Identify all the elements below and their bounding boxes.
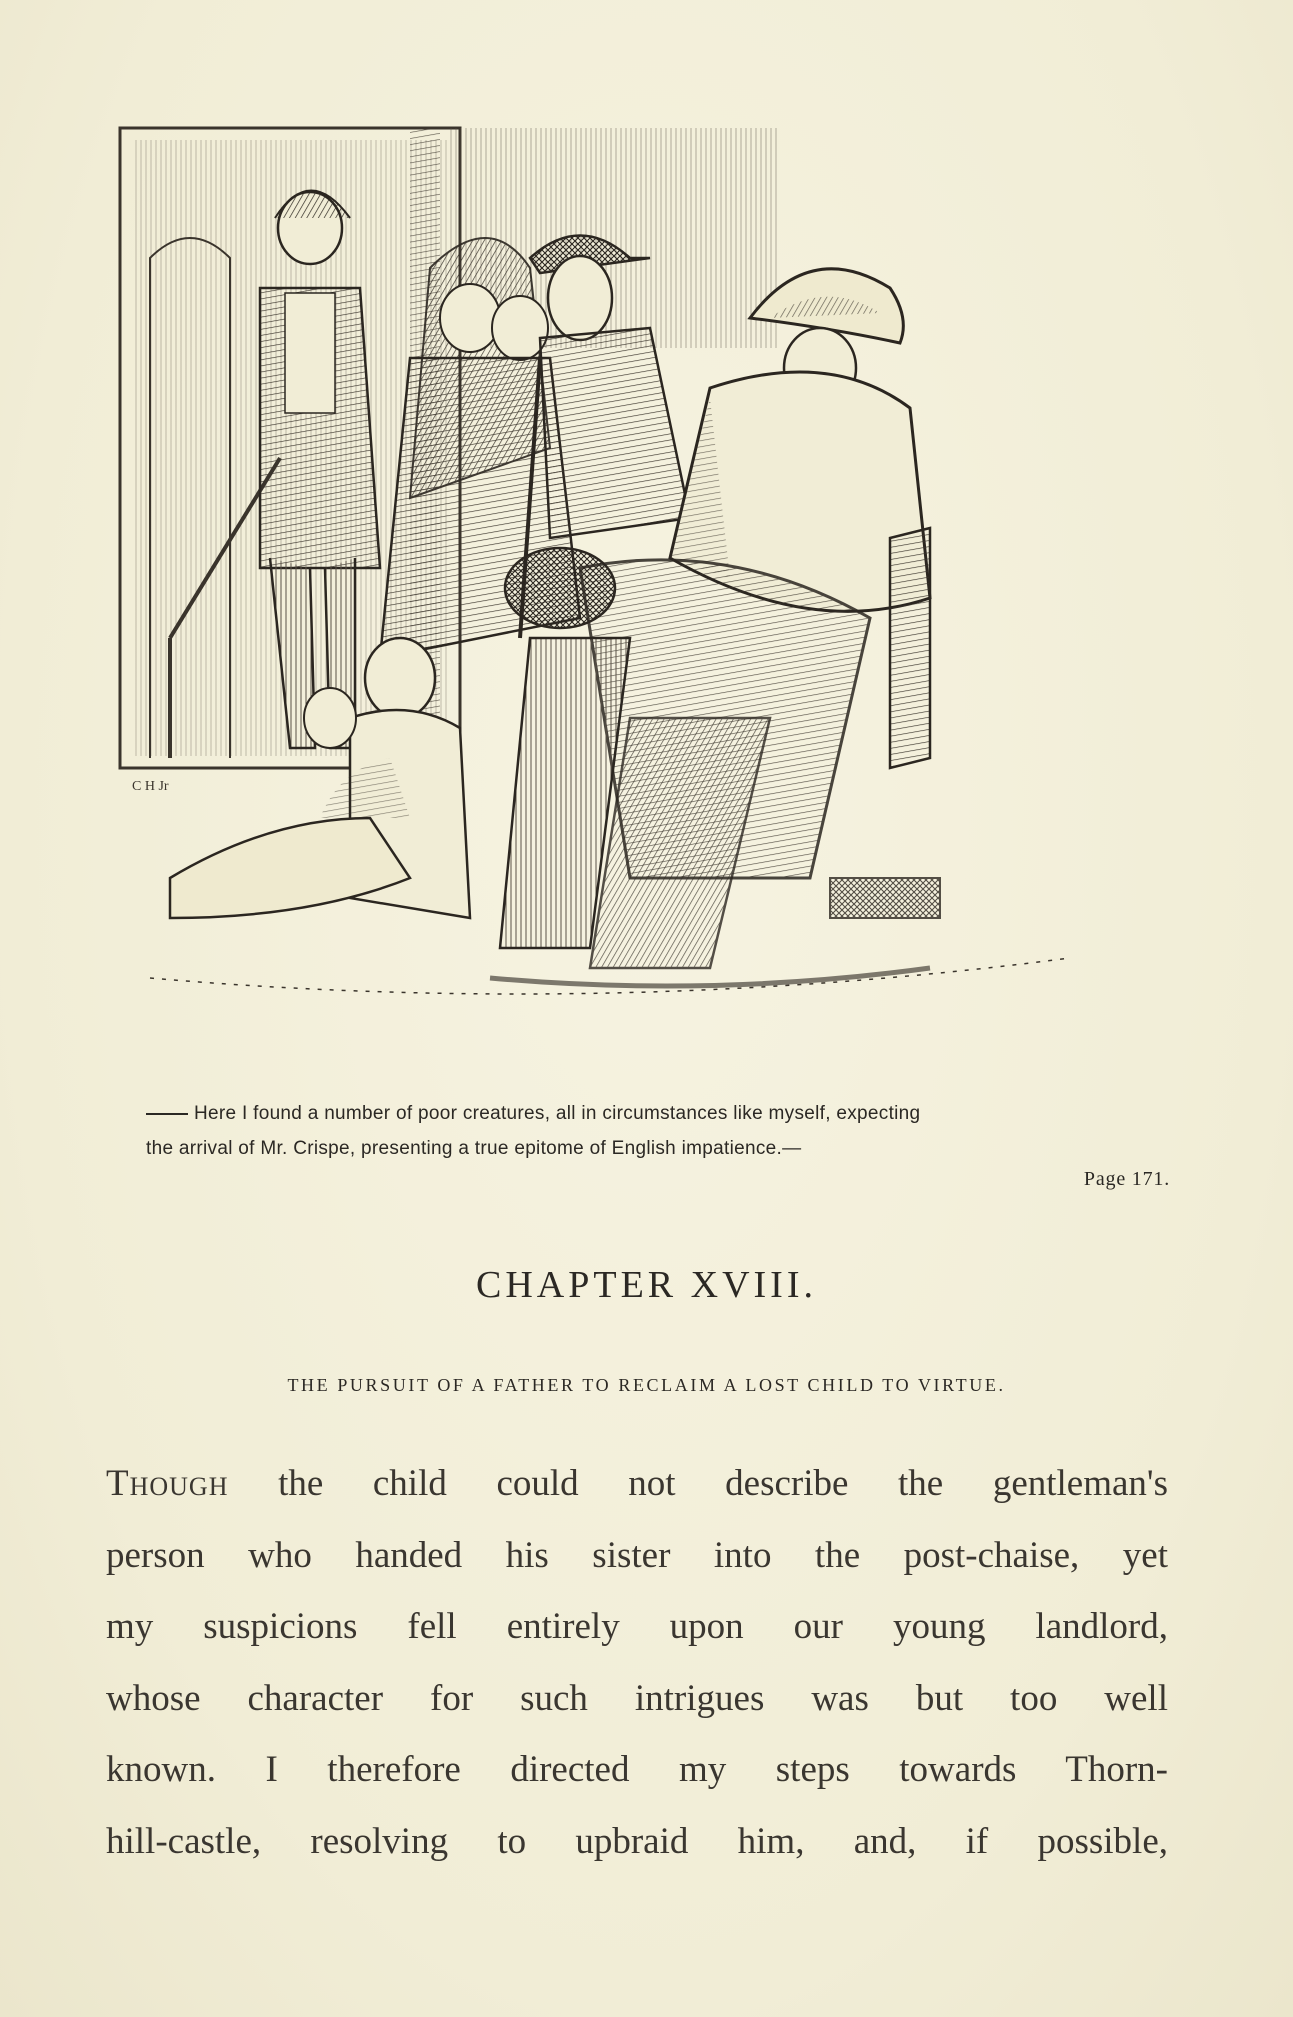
engraver-signature: C H Jr xyxy=(132,779,169,794)
body-line-6: hill-castle, resolving to upbraid him, and, if possible, xyxy=(106,1820,1168,1862)
engraving-image xyxy=(110,118,1170,1038)
caption-text-1: Here I found a number of poor creatures, all in circumstances like myself, expecting xyxy=(194,1103,921,1124)
chapter-subtitle: THE PURSUIT OF A FATHER TO RECLAIM A LOST CHILD TO VIRTUE. xyxy=(287,1375,1006,1395)
caption-text-2: the arrival of Mr. Crispe, presenting a true epitome of English impatience.— xyxy=(146,1138,802,1159)
caption-line-2 xyxy=(146,1131,1166,1166)
body-line-4: whose character for such intrigues was but too well xyxy=(106,1677,1168,1719)
page-reference: Page 171. xyxy=(1083,1168,1170,1190)
engraving-illustration xyxy=(110,118,1170,1038)
caption-dash xyxy=(146,1113,188,1115)
body-line-2: person who handed his sister into the post-chaise, yet xyxy=(106,1534,1168,1576)
chapter-title: CHAPTER XVIII. xyxy=(476,1264,817,1306)
body-line-1 xyxy=(106,1448,1168,1520)
illustration-caption xyxy=(146,1096,1166,1166)
body-paragraph xyxy=(106,1448,1168,1878)
body-line-5: known. I therefore directed my steps towards Thorn- xyxy=(106,1749,1168,1791)
drop-word: Though xyxy=(106,1463,229,1504)
body-line-3: my suspicions fell entirely upon our young landlord, xyxy=(106,1606,1168,1648)
caption-line-1 xyxy=(146,1096,1166,1131)
body-line-1-text: the child could not describe the gentleman's xyxy=(228,1463,1168,1504)
